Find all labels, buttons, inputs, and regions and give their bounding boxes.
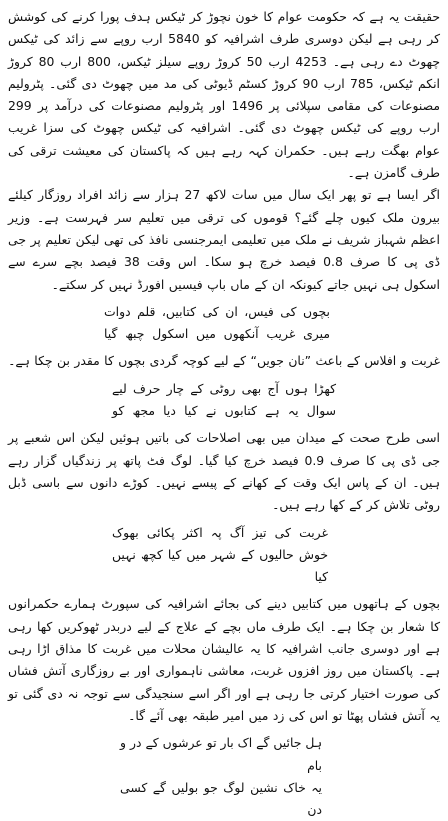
verse-line: ہل جائیں گے اک بار تو عرشوں کے در و بام <box>120 735 322 773</box>
verse-closing <box>8 732 440 821</box>
verse-line: میری غریب آنکھوں میں اسکول چبھ گیا <box>104 326 330 342</box>
paragraph-health-spending: اسی طرح صحت کے میدان میں بھی اصلاحات کی باتیں ہوئیں لیکن اس شعبے پر جی ڈی پی کا صرف 0.9 فیصد خرچ کیا گیا۔ لوگ فٹ پاتھ پر زندگیاں گزار رہے ہیں۔ ان کے پاس ایک وقت کے کھانے کے پیسے نہیں۔ کوڑے دانوں سے باسی ڈبل روٹی تلاش کر کے کھا رہے ہیں۔ <box>8 430 440 513</box>
paragraph-elite-support: بچوں کے ہاتھوں میں کتابیں دینے کی بجائے اشرافیہ کی سپورٹ ہمارے حکمرانوں کا شعار بن چکا ہے۔ ایک طرف ماں بچے کے علاج کے لیے دربدر ٹھوکریں کھا رہی ہے اور دوسری جانب اشرافیہ کا یہ عالیشان محلات میں غربت کا مذاق اڑا رہی ہے۔ پاکستان میں روز افزوں غربت، معاشی ناہمواری اور بے روزگاری آتش فشاں کی صورت اختیار کرتی جا رہی ہے اور اگر اسے سنجیدگی سے توجہ نہ دی گئی تو یہ آتش فشاں پھٹا تو اس کی زد میں امیر طبقہ بھی آئے گا۔ <box>8 596 440 723</box>
verse-line: غربت کی تیز آگ پہ اکثر پکائی بھوک <box>112 524 328 540</box>
verse-four-letters-of-bread <box>8 378 440 423</box>
verse-line: یہ خاک نشین لوگ جو بولیں گے کسی دن <box>120 779 322 818</box>
verse-line: بچوں کی فیس، ان کی کتابیں، قلم دوات <box>104 303 330 319</box>
paragraph-tax-exemptions: حقیقت یہ ہے کہ حکومت عوام کا خون نچوڑ کر ٹیکس ہدف پورا کرنے کی کوشش کر رہی ہے لیکن دوسری طرف اشرافیہ کو 5840 ارب روپے سے زائد کی ٹیکس چھوٹ دے رہی ہے۔ 4253 ارب 50 کروڑ روپے سیلز ٹیکس، 800 ارب 80 کروڑ انکم ٹیکس، 785 ارب 90 کروڑ کسٹم ڈیوٹی کی مد میں چھوٹ دی گئی۔ پٹرولیم مصنوعات کی مقامی سپلائی پر 1496 اور پٹرولیم مصنوعات کی درآمد پر 299 ارب روپے کی ٹیکس چھوٹ دی گئی۔ اشرافیہ کی ٹیکس چھوٹ کی سزا غریب عوام بھگت رہے ہیں۔ حکمران کہہ رہے ہیں کہ پاکستان کی معیشت ترقی کی طرف گامزن ہے۔ <box>8 9 440 181</box>
verse-fire-of-poverty <box>8 522 440 589</box>
verse-line: کھڑا ہوں آج بھی روٹی کے چار حرف لیے <box>112 380 336 396</box>
verse-line: خوش حالیوں کے شہر میں کیا کچھ نہیں کیا <box>112 546 328 585</box>
paragraph-poverty-children: غربت و افلاس کے باعث ”نان جویں“ کے لیے کوچہ گردی بچوں کا مقدر بن چکا ہے۔ <box>8 353 440 369</box>
verse-school-fees <box>8 301 440 346</box>
verse-line: سوال یہ ہے کتابوں نے کیا دیا مجھ کو <box>112 403 336 419</box>
paragraph-education-spending: اگر ایسا ہے تو پھر ایک سال میں سات لاکھ 27 ہزار سے زائد افراد روزگار کیلئے بیرون ملک کیوں چلے گئے؟ قوموں کی ترقی میں تعلیم سر فہرست ہے۔ وزیر اعظم شہباز شریف نے ملک میں تعلیمی ایمرجنسی نافذ کی تھی لیکن تعلیم پر جی ڈی پی کا صرف 0.8 فیصد خرچ ہو سکا۔ اس وقت 38 فیصد بچے سرے سے اسکول ہی نہیں جاتے کیونکہ ان کے ماں باپ فیسیں افورڈ نہیں کر سکتے۔ <box>8 187 441 292</box>
